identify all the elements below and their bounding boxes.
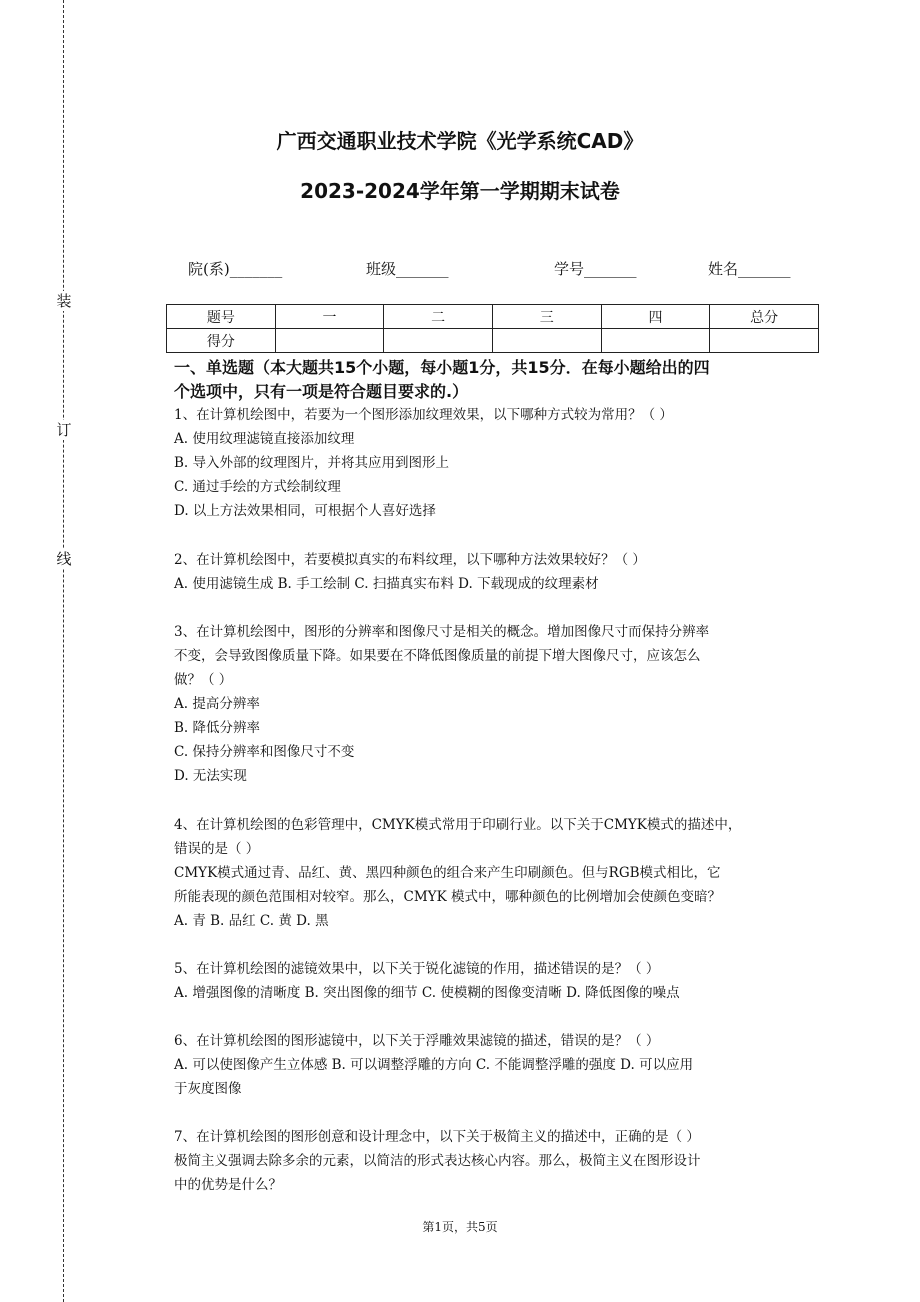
question-3-stem: 3、在计算机绘图中，图形的分辨率和图像尺寸是相关的概念。增加图像尺寸而保持分辨率	[174, 624, 710, 640]
score-cell	[384, 329, 493, 353]
binding-char-zhuang: 装	[56, 292, 72, 310]
question-2-stem: 2、在计算机绘图中，若要模拟真实的布料纹理，以下哪种方法效果较好？（ ）	[174, 552, 646, 568]
score-header-cell: 三	[492, 305, 601, 329]
department-field: 院(系)_______	[188, 260, 283, 278]
question-4-stem: 所能表现的颜色范围相对较窄。那么，CMYK 模式中，哪种颜色的比例增加会使颜色变暗？	[174, 889, 721, 905]
binding-char-ding: 订	[56, 421, 72, 439]
question-4-options: A. 青 B. 品红 C. 黄 D. 黑	[174, 913, 329, 929]
question-7-stem: 极简主义强调去除多余的元素，以简洁的形式表达核心内容。那么，极简主义在图形设计	[174, 1153, 701, 1169]
score-header-cell: 四	[601, 305, 710, 329]
score-cell	[492, 329, 601, 353]
student-id-field: 学号_______	[554, 260, 637, 278]
question-4-stem: 错误的是（ ）	[174, 841, 260, 857]
score-cell	[710, 329, 819, 353]
question-2-options: A. 使用滤镜生成 B. 手工绘制 C. 扫描真实布料 D. 下载现成的纹理素材	[174, 576, 599, 592]
question-3-option: D. 无法实现	[174, 768, 247, 784]
question-6-stem: 6、在计算机绘图的图形滤镜中，以下关于浮雕效果滤镜的描述，错误的是？（ ）	[174, 1033, 660, 1049]
question-6-options: 于灰度图像	[174, 1081, 242, 1097]
question-1-option: B. 导入外部的纹理图片，并将其应用到图形上	[174, 455, 450, 471]
score-header-cell: 题号	[167, 305, 276, 329]
question-7-stem: 7、在计算机绘图的图形创意和设计理念中，以下关于极简主义的描述中，正确的是（ ）	[174, 1129, 700, 1145]
score-header-cell: 一	[275, 305, 384, 329]
question-3-stem: 做？（ ）	[174, 672, 233, 688]
section-heading-line: 一、单选题（本大题共15个小题，每小题1分，共15分．在每小题给出的四	[174, 358, 710, 377]
question-1-option: D. 以上方法效果相同，可根据个人喜好选择	[174, 503, 436, 519]
question-4-stem: CMYK模式通过青、品红、黄、黑四种颜色的组合来产生印刷颜色。但与RGB模式相比，它	[174, 865, 721, 881]
question-4-stem: 4、在计算机绘图的色彩管理中，CMYK模式常用于印刷行业。以下关于CMYK模式的描述中，	[174, 817, 742, 833]
name-field: 姓名_______	[708, 260, 791, 278]
score-table-header-row	[167, 305, 819, 329]
score-table	[166, 304, 819, 353]
question-5-options: A. 增强图像的清晰度 B. 突出图像的细节 C. 使模糊的图像变清晰 D. 降低图像的噪点	[174, 985, 680, 1001]
question-1-option: A. 使用纹理滤镜直接添加纹理	[174, 431, 355, 447]
class-field: 班级_______	[366, 260, 449, 278]
score-header-cell: 二	[384, 305, 493, 329]
question-5-stem: 5、在计算机绘图的滤镜效果中，以下关于锐化滤镜的作用，描述错误的是？（ ）	[174, 961, 660, 977]
score-row-label: 得分	[167, 329, 276, 353]
page-number: 第1页，共5页	[422, 1220, 498, 1234]
question-6-options: A. 可以使图像产生立体感 B. 可以调整浮雕的方向 C. 不能调整浮雕的强度 D. 可以应用	[174, 1057, 694, 1073]
exam-title-line2: 2023-2024学年第一学期期末试卷	[300, 179, 620, 203]
question-7-stem: 中的优势是什么？	[174, 1177, 282, 1193]
section-heading	[174, 356, 824, 404]
exam-title-line1: 广西交通职业技术学院《光学系统CAD》	[276, 129, 644, 153]
binding-char-xian: 线	[56, 550, 72, 568]
score-cell	[275, 329, 384, 353]
student-info-row	[188, 258, 808, 280]
question-3-option: B. 降低分辨率	[174, 720, 261, 736]
score-table-score-row	[167, 329, 819, 353]
section-heading-line: 个选项中，只有一项是符合题目要求的.）	[174, 382, 469, 401]
score-header-cell: 总分	[710, 305, 819, 329]
score-cell	[601, 329, 710, 353]
question-1-stem: 1、在计算机绘图中，若要为一个图形添加纹理效果，以下哪种方式较为常用？（ ）	[174, 407, 673, 423]
question-3-option: A. 提高分辨率	[174, 696, 260, 712]
question-3-stem: 不变，会导致图像质量下降。如果要在不降低图像质量的前提下增大图像尺寸，应该怎么	[174, 648, 701, 664]
question-3-option: C. 保持分辨率和图像尺寸不变	[174, 744, 355, 760]
question-1-option: C. 通过手绘的方式绘制纹理	[174, 479, 341, 495]
